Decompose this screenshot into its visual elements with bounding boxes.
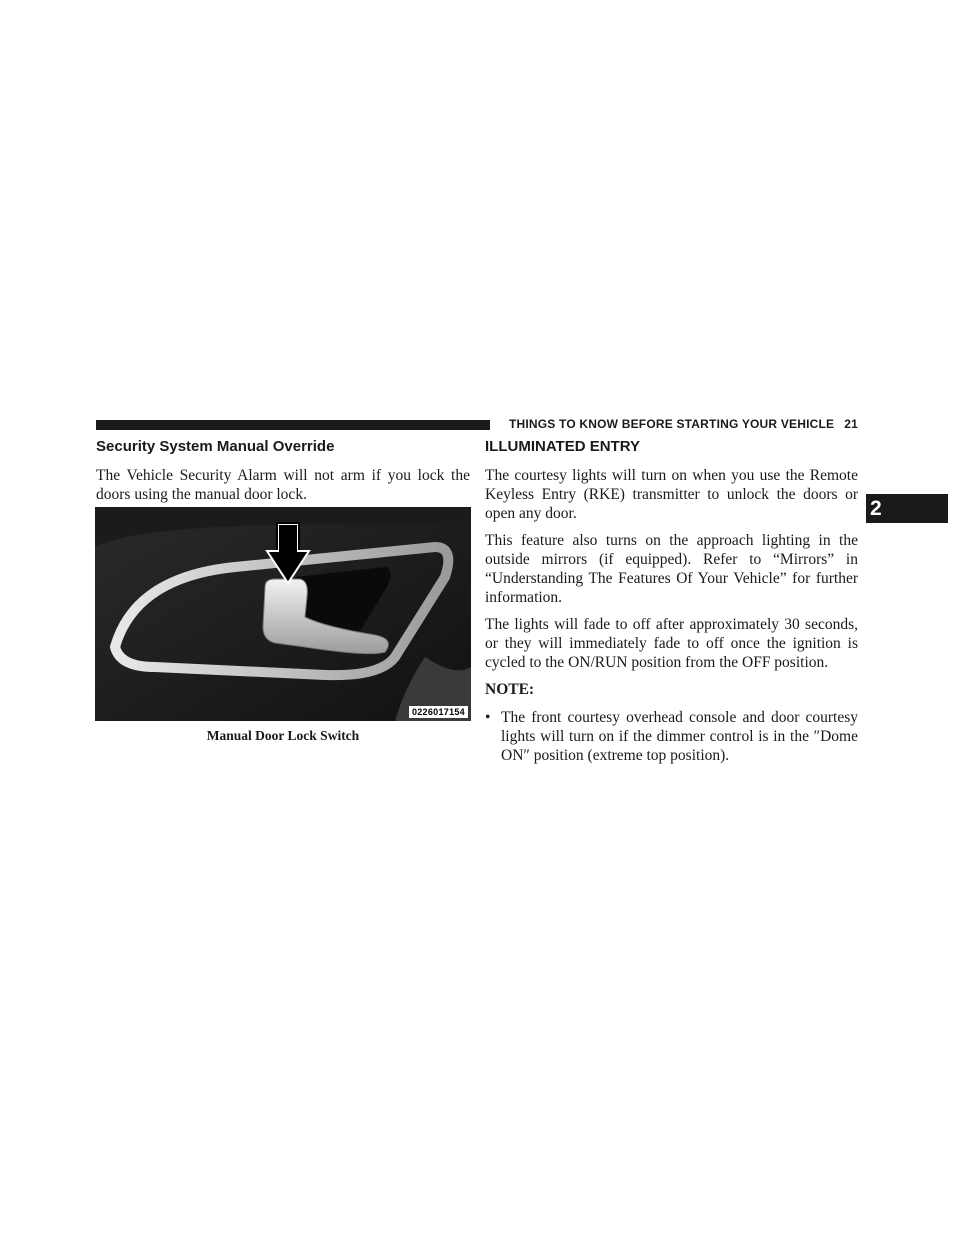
header-rule: [96, 420, 490, 430]
security-override-paragraph: The Vehicle Security Alarm will not arm if you lock the doors using the manual door lock.: [96, 467, 470, 503]
figure-caption: Manual Door Lock Switch: [206, 728, 360, 743]
figure-id-label: 0226017154: [409, 706, 468, 718]
page-number: 21: [844, 417, 858, 431]
note-bullet-item: The front courtesy overhead console and door courtesy lights will turn on if the dimmer control is in the ″Dome ON″ position (extreme top position).: [501, 709, 858, 764]
note-label: NOTE:: [485, 681, 535, 698]
illuminated-entry-paragraph-1: The courtesy lights will turn on when you use the Remote Keyless Entry (RKE) transmitter to unlock the doors or open any door.: [485, 467, 858, 522]
section-heading-security-override: Security System Manual Override: [96, 438, 335, 455]
running-title: THINGS TO KNOW BEFORE STARTING YOUR VEHICLE: [508, 417, 835, 431]
illuminated-entry-paragraph-2: This feature also turns on the approach lighting in the outside mirrors (if equipped). Refer to “Mirrors” in “Understanding The Features Of Your Vehicle” for further information.: [485, 532, 858, 606]
illuminated-entry-paragraph-3: The lights will fade to off after approximately 30 seconds, or they will immediately fade to off once the ignition is cycled to the ON/RUN position from the OFF position.: [485, 616, 858, 671]
door-lock-figure: [95, 507, 471, 721]
section-heading-illuminated-entry: ILLUMINATED ENTRY: [485, 438, 640, 455]
running-header: [498, 417, 858, 431]
door-handle-illustration: [95, 507, 471, 721]
chapter-tab: 2: [866, 494, 948, 523]
bullet-marker: •: [485, 709, 491, 726]
